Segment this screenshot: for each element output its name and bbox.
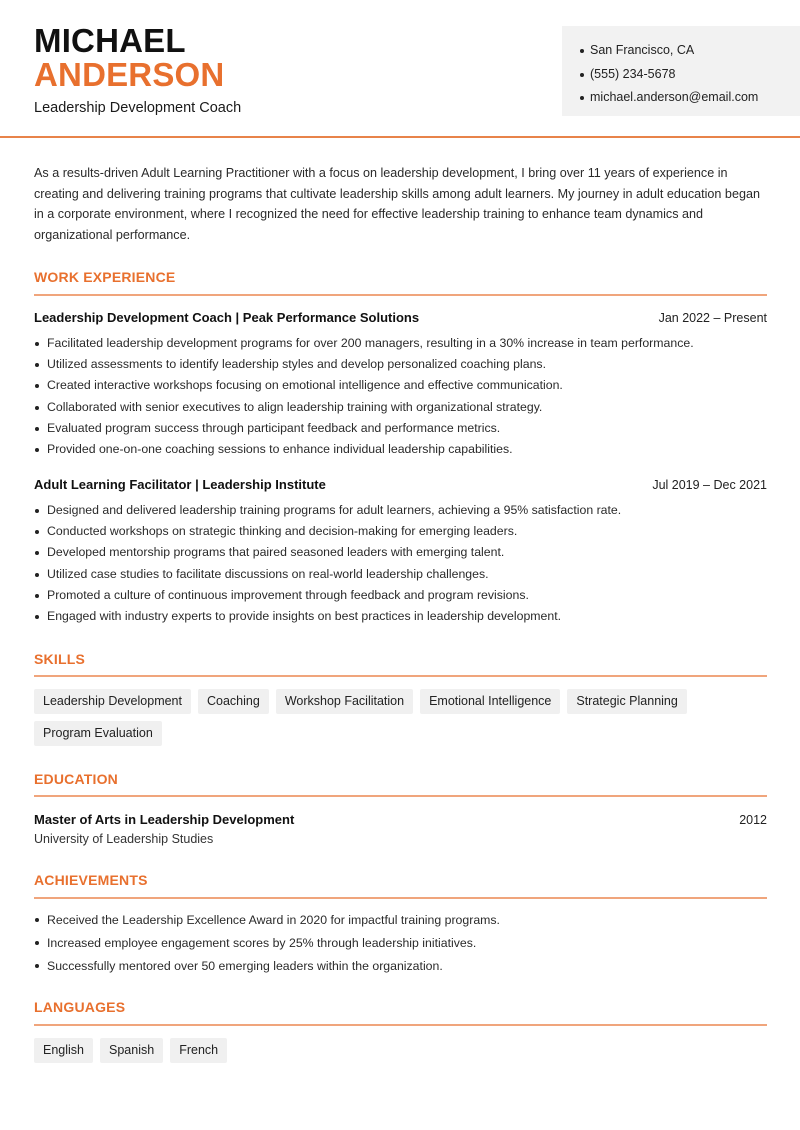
- skill-chip: Emotional Intelligence: [420, 689, 560, 714]
- contact-box: [562, 26, 800, 116]
- list-item: Collaborated with senior executives to align leadership training with organizational strategy.: [34, 397, 767, 418]
- resume-header: [0, 0, 800, 138]
- summary-paragraph: As a results-driven Adult Learning Practitioner with a focus on leadership development, I bring over 11 years of experience in creating and delivering training programs that cultivate leadership skills among adult learners. My journey in adult education began in a corporate environment, where I recognized the need for effective leadership training to enhance team dynamics and organizational performance.: [34, 166, 760, 243]
- list-item: Promoted a culture of continuous improvement through feedback and program revisions.: [34, 585, 767, 606]
- job-entry-header: [34, 309, 767, 327]
- first-name: MICHAEL: [34, 22, 186, 59]
- list-item: Facilitated leadership development programs for over 200 managers, resulting in a 30% increase in team performance.: [34, 333, 767, 354]
- job-dates: Jul 2019 – Dec 2021: [652, 478, 767, 492]
- job-entry-header: [34, 476, 767, 494]
- list-item: Provided one-on-one coaching sessions to enhance individual leadership capabilities.: [34, 439, 767, 460]
- list-item: Conducted workshops on strategic thinking and decision-making for emerging leaders.: [34, 521, 767, 542]
- list-item: Utilized case studies to facilitate discussions on real-world leadership challenges.: [34, 564, 767, 585]
- list-item: Designed and delivered leadership training programs for adult learners, achieving a 95% satisfaction rate.: [34, 500, 767, 521]
- job-title: Leadership Development Coach: [34, 100, 242, 116]
- skill-chip: Coaching: [198, 689, 269, 714]
- language-chip: French: [170, 1038, 227, 1063]
- list-item: Evaluated program success through participant feedback and performance metrics.: [34, 418, 767, 439]
- list-item: Successfully mentored over 50 emerging leaders within the organization.: [34, 955, 767, 978]
- last-name: ANDERSON: [34, 56, 225, 93]
- job-bullet-list: [34, 500, 767, 627]
- contact-phone: (555) 234-5678: [580, 63, 800, 87]
- languages-list: [34, 1038, 774, 1070]
- job-bullet-list: [34, 333, 767, 460]
- skill-chip: Strategic Planning: [567, 689, 686, 714]
- skill-chip: Leadership Development: [34, 689, 191, 714]
- section-title-work-experience: WORK EXPERIENCE: [34, 269, 176, 285]
- section-title-languages: LANGUAGES: [34, 999, 126, 1015]
- education-school: University of Leadership Studies: [34, 832, 214, 846]
- section-divider: [34, 897, 767, 899]
- language-chip: Spanish: [100, 1038, 163, 1063]
- job-role: Adult Learning Facilitator | Leadership Institute: [34, 477, 326, 492]
- contact-list: [580, 39, 800, 110]
- section-title-achievements: ACHIEVEMENTS: [34, 872, 148, 888]
- list-item: Utilized assessments to identify leadership styles and develop personalized coaching plans.: [34, 354, 767, 375]
- section-divider: [34, 1024, 767, 1026]
- skills-list: [34, 689, 774, 753]
- section-divider: [34, 795, 767, 797]
- language-chip: English: [34, 1038, 93, 1063]
- section-divider: [34, 675, 767, 677]
- skill-chip: Program Evaluation: [34, 721, 162, 746]
- list-item: Created interactive workshops focusing on emotional intelligence and effective communication.: [34, 375, 767, 396]
- skill-chip: Workshop Facilitation: [276, 689, 413, 714]
- contact-email[interactable]: michael.anderson@email.com: [580, 86, 800, 110]
- education-degree: Master of Arts in Leadership Development: [34, 812, 295, 827]
- job-role: Leadership Development Coach | Peak Performance Solutions: [34, 310, 420, 325]
- list-item: Engaged with industry experts to provide insights on best practices in leadership development.: [34, 606, 767, 627]
- job-dates: Jan 2022 – Present: [658, 311, 767, 325]
- section-title-education: EDUCATION: [34, 771, 118, 787]
- contact-location: San Francisco, CA: [580, 39, 800, 63]
- section-divider: [34, 294, 767, 296]
- section-title-skills: SKILLS: [34, 651, 85, 667]
- education-year: 2012: [739, 813, 767, 827]
- list-item: Received the Leadership Excellence Award in 2020 for impactful training programs.: [34, 909, 767, 932]
- list-item: Developed mentorship programs that paired seasoned leaders with emerging talent.: [34, 542, 767, 563]
- list-item: Increased employee engagement scores by 25% through leadership initiatives.: [34, 932, 767, 955]
- achievements-list: [34, 909, 767, 978]
